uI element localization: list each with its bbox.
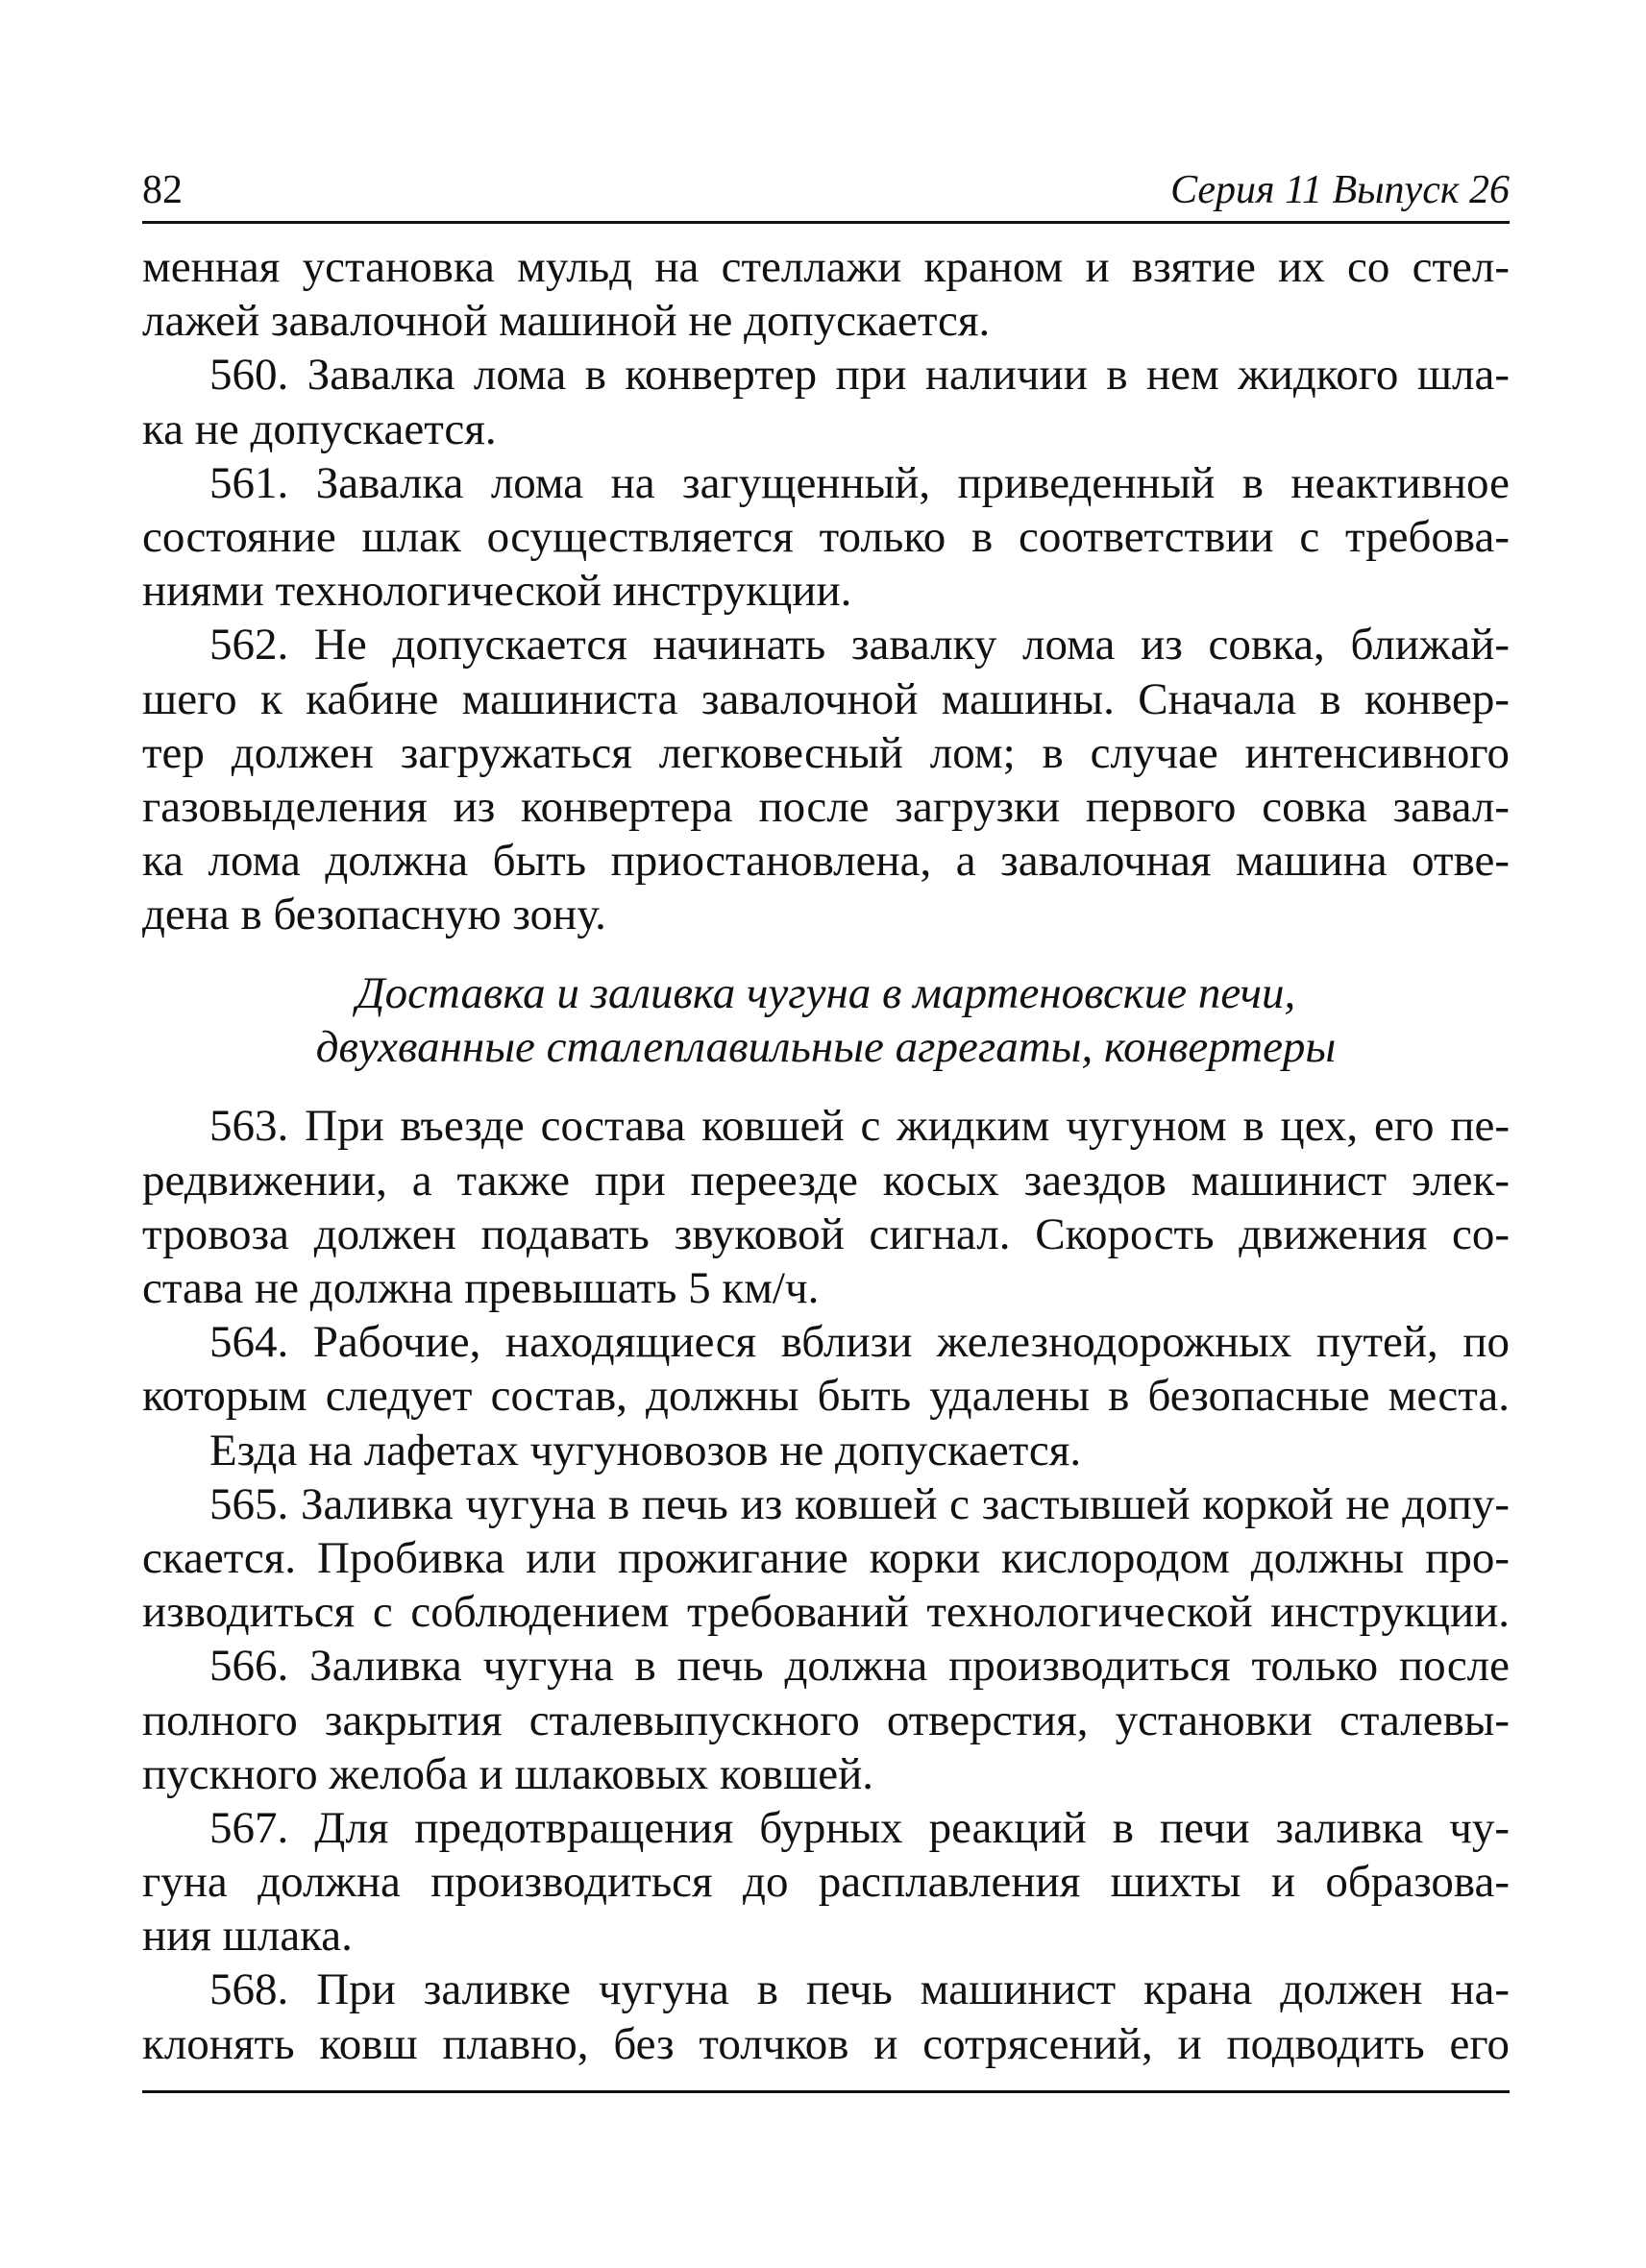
section-heading-line: двухванные сталеплавильные агрегаты, конвертеры — [315, 1022, 1337, 1073]
running-head: Серия 11 Выпуск 26 — [1170, 168, 1510, 212]
section-heading — [142, 966, 1510, 1074]
text-line: скается. Пробивка или прожигание корки кислородом должны про- — [142, 1532, 1510, 1583]
text-line: 561. Завалка лома на загущенный, приведенный в неактивное — [209, 457, 1510, 508]
paragraph-continued — [142, 240, 1510, 348]
paragraph-567 — [142, 1801, 1510, 1963]
paragraph-562 — [142, 618, 1510, 941]
section-heading-line: Доставка и заливка чугуна в мартеновские печи, — [356, 968, 1296, 1019]
text-line: 564. Рабочие, находящиеся вблизи железнодорожных путей, по — [209, 1317, 1510, 1368]
text-line: ка не допускается. — [142, 403, 497, 454]
text-line: 567. Для предотвращения бурных реакций в печи заливка чу- — [209, 1802, 1510, 1853]
text-line: 562. Не допускается начинать завалку лома из совка, ближай- — [209, 620, 1510, 671]
text-line: 565. Заливка чугуна в печь из ковшей с застывшей коркой не допу- — [209, 1478, 1510, 1529]
text-line: става не должна превышать 5 км/ч. — [142, 1263, 820, 1313]
text-line: лажей завалочной машиной не допускается. — [142, 296, 991, 347]
text-line: 568. При заливке чугуна в печь машинист крана должен на- — [209, 1964, 1510, 2015]
text-line: газовыделения из конвертера после загрузки первого совка завал- — [142, 781, 1510, 832]
page-number: 82 — [142, 168, 183, 212]
paragraph-561 — [142, 456, 1510, 619]
paragraph-560 — [142, 348, 1510, 455]
text-line: тер должен загружаться легковесный лом; в случае интенсивного — [142, 727, 1510, 778]
text-line: ка лома должна быть приостановлена, а завалочная машина отве- — [142, 836, 1510, 887]
text-line: редвижении, а также при переезде косых заездов машинист элек- — [142, 1155, 1510, 1206]
paragraph-564-continued — [142, 1424, 1510, 1477]
text-line: полного закрытия сталевыпускного отверстия, установки сталевы- — [142, 1695, 1510, 1745]
text-line: изводиться с соблюдением требований технологической инструкции. — [142, 1587, 1510, 1638]
body-text — [142, 240, 1510, 2071]
text-line: пускного желоба и шлаковых ковшей. — [142, 1748, 874, 1799]
paragraph-563 — [142, 1099, 1510, 1315]
paragraph-565 — [142, 1477, 1510, 1640]
text-line: Езда на лафетах чугуновозов не допускается. — [209, 1425, 1082, 1475]
footer-rule — [142, 2090, 1510, 2093]
text-line: 563. При въезде состава ковшей с жидким чугуном в цех, его пе- — [209, 1101, 1510, 1152]
text-line: дена в безопасную зону. — [142, 890, 606, 940]
text-line: клонять ковш плавно, без толчков и сотрясений, и подводить его — [142, 2018, 1510, 2069]
text-line: ния шлака. — [142, 1911, 353, 1962]
text-line: которым следует состав, должны быть удалены в безопасные места. — [142, 1371, 1510, 1422]
paragraph-568 — [142, 1963, 1510, 2070]
text-line: 566. Заливка чугуна в печь должна производиться только после — [209, 1641, 1510, 1692]
text-line: шего к кабине машиниста завалочной машины. Сначала в конвер- — [142, 673, 1510, 724]
page-header — [142, 165, 1510, 224]
paragraph-566 — [142, 1639, 1510, 1801]
text-line: тровоза должен подавать звуковой сигнал. Скорость движения со- — [142, 1208, 1510, 1259]
text-line: менная установка мульд на стеллажи краном и взятие их со стел- — [142, 242, 1510, 292]
text-line: ниями технологической инструкции. — [142, 566, 852, 617]
text-line: гуна должна производиться до расплавления шихты и образова- — [142, 1857, 1510, 1908]
text-line: 560. Завалка лома в конвертер при наличии в нем жидкого шла- — [209, 350, 1510, 401]
text-line: состояние шлак осуществляется только в соответствии с требова- — [142, 511, 1510, 562]
paragraph-564 — [142, 1315, 1510, 1423]
